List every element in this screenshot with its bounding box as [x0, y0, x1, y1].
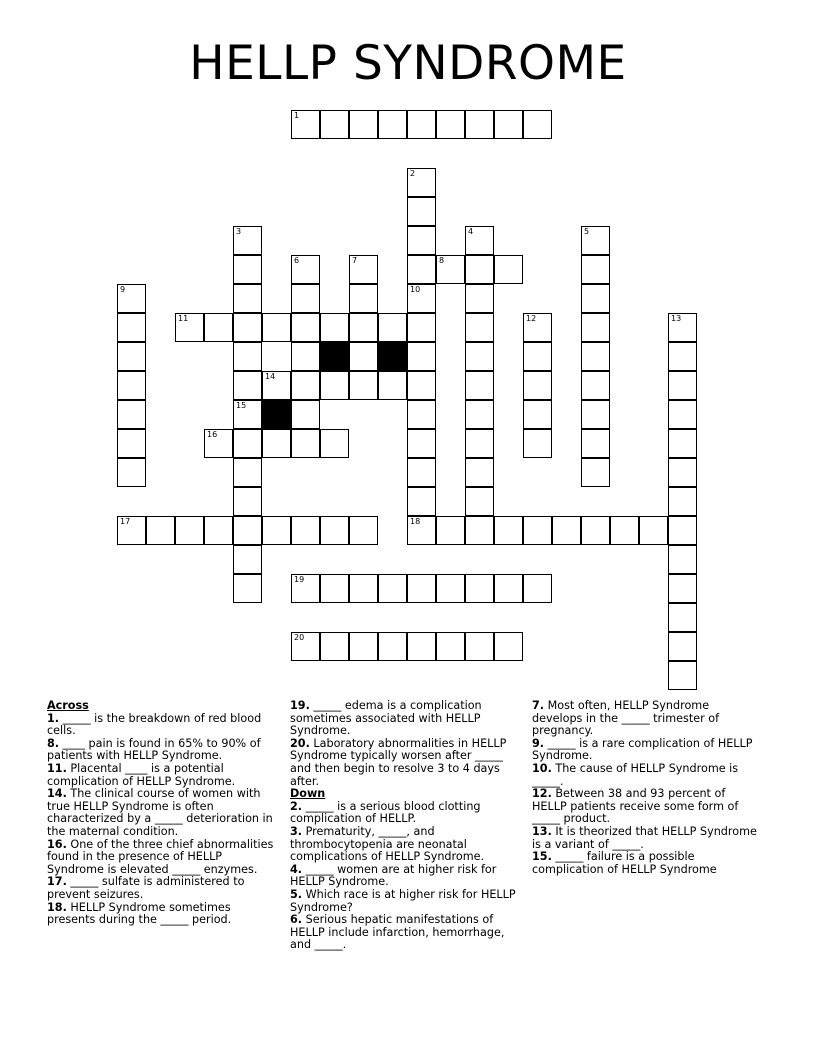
grid-cell[interactable]	[291, 284, 320, 313]
clue-text: _____ is a rare complication of HELLP Syndrome.	[532, 736, 753, 763]
grid-cell[interactable]	[465, 632, 494, 661]
grid-cell[interactable]	[262, 313, 291, 342]
grid-cell[interactable]	[407, 458, 436, 487]
grid-cell[interactable]	[668, 545, 697, 574]
clue-number: 14.	[47, 787, 67, 801]
grid-cell[interactable]	[581, 226, 610, 255]
grid-block-cell	[320, 342, 349, 371]
clue-number: 7.	[532, 699, 545, 712]
grid-cell[interactable]	[523, 574, 552, 603]
grid-block-cell	[262, 400, 291, 429]
down-heading: Down	[290, 787, 326, 801]
grid-cell[interactable]	[668, 313, 697, 342]
grid-cell[interactable]	[291, 255, 320, 284]
clue-text: Prematurity, _____, and thrombocytopenia are neonatal complications of HELLP Syndrome.	[290, 824, 485, 864]
grid-cell[interactable]	[436, 255, 465, 284]
clue-item	[290, 801, 520, 826]
grid-block-cell	[378, 342, 407, 371]
cell-number: 5	[584, 227, 590, 236]
grid-cell[interactable]	[262, 516, 291, 545]
clue-text: ____ pain is found in 65% to 90% of patients with HELLP Syndrome.	[47, 736, 261, 763]
grid-cell[interactable]	[262, 371, 291, 400]
grid-cell[interactable]	[436, 110, 465, 139]
page-title: HELLP SYNDROME	[189, 36, 627, 91]
cell-number: 15	[236, 401, 247, 410]
grid-cell[interactable]	[465, 226, 494, 255]
grid-cell[interactable]	[117, 516, 146, 545]
grid-cell[interactable]	[407, 400, 436, 429]
across-clue-list-continued	[290, 700, 520, 788]
grid-cell[interactable]	[320, 429, 349, 458]
clue-number: 10.	[532, 761, 552, 775]
grid-cell[interactable]	[465, 487, 494, 516]
grid-cell[interactable]	[407, 342, 436, 371]
down-clue-list-continued	[532, 700, 760, 876]
clues-column-2	[290, 700, 520, 952]
grid-cell[interactable]	[465, 313, 494, 342]
grid-cell[interactable]	[291, 110, 320, 139]
grid-cell[interactable]	[291, 342, 320, 371]
grid-cell[interactable]	[349, 342, 378, 371]
grid-cell[interactable]	[349, 516, 378, 545]
cell-number: 14	[265, 372, 276, 381]
cell-number: 19	[294, 575, 305, 584]
grid-cell[interactable]	[668, 516, 697, 545]
clue-item	[290, 826, 520, 864]
grid-cell[interactable]	[407, 429, 436, 458]
grid-cell[interactable]	[233, 313, 262, 342]
clue-item	[290, 914, 520, 952]
grid-cell[interactable]	[552, 516, 581, 545]
grid-cell[interactable]	[436, 516, 465, 545]
cell-number: 13	[671, 314, 682, 323]
clue-text: Placental ____ is a potential complication of HELLP Syndrome.	[47, 761, 236, 788]
clue-number: 4.	[290, 862, 303, 876]
clue-number: 19.	[290, 699, 310, 712]
clue-item	[532, 788, 760, 826]
clue-text: HELLP Syndrome sometimes presents during the _____ period.	[47, 900, 232, 927]
clue-item	[47, 763, 275, 788]
grid-cell[interactable]	[494, 574, 523, 603]
grid-cell[interactable]	[436, 632, 465, 661]
grid-cell[interactable]	[436, 574, 465, 603]
grid-cell[interactable]	[407, 168, 436, 197]
grid-cell[interactable]	[291, 574, 320, 603]
grid-cell[interactable]	[465, 429, 494, 458]
grid-cell[interactable]	[320, 632, 349, 661]
clue-item	[47, 713, 275, 738]
grid-cell[interactable]	[407, 487, 436, 516]
grid-cell[interactable]	[523, 429, 552, 458]
clue-text: Which race is at higher risk for HELLP Syndrome?	[290, 887, 516, 914]
grid-cell[interactable]	[349, 574, 378, 603]
grid-cell[interactable]	[668, 342, 697, 371]
clue-number: 8.	[47, 736, 60, 750]
clue-number: 11.	[47, 761, 67, 775]
clue-text: _____ edema is a complication sometimes associated with HELLP Syndrome.	[290, 699, 482, 738]
grid-cell[interactable]	[407, 197, 436, 226]
grid-cell[interactable]	[581, 458, 610, 487]
cell-number: 8	[439, 256, 445, 265]
grid-cell[interactable]	[668, 429, 697, 458]
cell-number: 20	[294, 633, 305, 642]
grid-cell[interactable]	[581, 516, 610, 545]
clue-item	[532, 763, 760, 788]
grid-cell[interactable]	[610, 516, 639, 545]
grid-cell[interactable]	[581, 371, 610, 400]
clue-text: Serious hepatic manifestations of HELLP include infarction, hemorrhage, and _____.	[290, 913, 505, 952]
cell-number: 2	[410, 169, 416, 178]
grid-cell[interactable]	[320, 371, 349, 400]
grid-cell[interactable]	[291, 400, 320, 429]
grid-cell[interactable]	[494, 110, 523, 139]
grid-cell[interactable]	[291, 371, 320, 400]
grid-cell[interactable]	[233, 342, 262, 371]
grid-cell[interactable]	[233, 574, 262, 603]
grid-cell[interactable]	[407, 632, 436, 661]
grid-cell[interactable]	[668, 603, 697, 632]
clue-number: 17.	[47, 875, 67, 889]
cell-number: 3	[236, 227, 242, 236]
cell-number: 17	[120, 517, 131, 526]
grid-cell[interactable]	[146, 516, 175, 545]
grid-cell[interactable]	[407, 284, 436, 313]
grid-cell[interactable]	[291, 313, 320, 342]
across-clue-list	[47, 713, 275, 927]
clue-text: One of the three chief abnormalities found in the presence of HELLP Syndrome is elevated _____ enzymes.	[47, 837, 274, 876]
clue-number: 15.	[532, 850, 552, 864]
grid-cell[interactable]	[523, 110, 552, 139]
clue-item	[532, 851, 760, 876]
clue-item	[532, 738, 760, 763]
clue-item	[290, 700, 520, 738]
cell-number: 18	[410, 517, 421, 526]
grid-cell[interactable]	[581, 255, 610, 284]
grid-cell[interactable]	[349, 255, 378, 284]
clue-item	[290, 738, 520, 788]
grid-cell[interactable]	[378, 574, 407, 603]
clue-text: The cause of HELLP Syndrome is _____.	[532, 761, 739, 788]
clues-column-1	[47, 700, 275, 927]
grid-cell[interactable]	[233, 371, 262, 400]
grid-cell[interactable]	[291, 516, 320, 545]
grid-cell[interactable]	[233, 226, 262, 255]
grid-cell[interactable]	[117, 371, 146, 400]
grid-cell[interactable]	[465, 400, 494, 429]
clue-text: The clinical course of women with true HELLP Syndrome is often characterized by a _____ deterioration in the maternal condition.	[47, 787, 273, 838]
clue-text: _____ is a serious blood clotting complication of HELLP.	[290, 799, 481, 826]
grid-cell[interactable]	[117, 458, 146, 487]
grid-cell[interactable]	[233, 516, 262, 545]
grid-cell[interactable]	[407, 255, 436, 284]
grid-cell[interactable]	[349, 284, 378, 313]
cell-number: 7	[352, 256, 358, 265]
grid-cell[interactable]	[407, 110, 436, 139]
grid-cell[interactable]	[233, 400, 262, 429]
clue-number: 1.	[47, 711, 60, 725]
grid-cell[interactable]	[233, 284, 262, 313]
grid-cell[interactable]	[117, 400, 146, 429]
grid-cell[interactable]	[668, 661, 697, 690]
clue-item	[47, 788, 275, 838]
across-heading: Across	[47, 699, 89, 712]
grid-cell[interactable]	[465, 110, 494, 139]
grid-cell[interactable]	[349, 632, 378, 661]
clue-number: 20.	[290, 736, 310, 750]
grid-cell[interactable]	[378, 371, 407, 400]
clue-text: It is theorized that HELLP Syndrome is a variant of _____.	[532, 824, 757, 851]
clue-number: 18.	[47, 900, 67, 914]
grid-cell[interactable]	[668, 632, 697, 661]
grid-cell[interactable]	[117, 342, 146, 371]
grid-cell[interactable]	[494, 632, 523, 661]
cell-number: 1	[294, 111, 300, 120]
grid-cell[interactable]	[407, 313, 436, 342]
grid-cell[interactable]	[407, 371, 436, 400]
grid-cell[interactable]	[378, 313, 407, 342]
grid-cell[interactable]	[465, 342, 494, 371]
grid-cell[interactable]	[175, 313, 204, 342]
clues-column-3	[532, 700, 760, 876]
grid-cell[interactable]	[117, 313, 146, 342]
grid-cell[interactable]	[465, 574, 494, 603]
grid-cell[interactable]	[668, 371, 697, 400]
grid-cell[interactable]	[668, 458, 697, 487]
grid-cell[interactable]	[523, 371, 552, 400]
clue-item	[47, 738, 275, 763]
clue-number: 5.	[290, 887, 303, 901]
clue-number: 3.	[290, 824, 303, 838]
grid-cell[interactable]	[175, 516, 204, 545]
clue-item	[47, 902, 275, 927]
down-clue-list	[290, 801, 520, 952]
grid-cell[interactable]	[668, 487, 697, 516]
cell-number: 4	[468, 227, 474, 236]
cell-number: 10	[410, 285, 421, 294]
grid-cell[interactable]	[465, 284, 494, 313]
clue-text: Laboratory abnormalities in HELLP Syndrome typically worsen after _____ and then begin to resolve 3 to 4 days after.	[290, 736, 507, 788]
clue-number: 13.	[532, 824, 552, 838]
grid-cell[interactable]	[320, 110, 349, 139]
grid-cell[interactable]	[291, 429, 320, 458]
grid-cell[interactable]	[204, 429, 233, 458]
grid-cell[interactable]	[349, 313, 378, 342]
clue-item	[47, 839, 275, 877]
grid-cell[interactable]	[581, 342, 610, 371]
grid-cell[interactable]	[523, 400, 552, 429]
grid-cell[interactable]	[349, 371, 378, 400]
grid-cell[interactable]	[581, 284, 610, 313]
grid-cell[interactable]	[233, 255, 262, 284]
grid-cell[interactable]	[320, 574, 349, 603]
grid-cell[interactable]	[581, 400, 610, 429]
grid-cell[interactable]	[523, 313, 552, 342]
clue-number: 16.	[47, 837, 67, 851]
cell-number: 12	[526, 314, 537, 323]
grid-cell[interactable]	[465, 458, 494, 487]
clue-text: _____ sulfate is administered to prevent seizures.	[47, 875, 245, 901]
cell-number: 11	[178, 314, 189, 323]
clue-number: 9.	[532, 736, 545, 750]
cell-number: 6	[294, 256, 300, 265]
grid-cell[interactable]	[639, 516, 668, 545]
clue-text: Most often, HELLP Syndrome develops in the _____ trimester of pregnancy.	[532, 699, 720, 738]
clue-item	[290, 864, 520, 889]
grid-cell[interactable]	[262, 429, 291, 458]
clue-item	[532, 826, 760, 851]
cell-number: 9	[120, 285, 126, 294]
grid-cell[interactable]	[291, 632, 320, 661]
grid-cell[interactable]	[233, 487, 262, 516]
clue-text: _____ is the breakdown of red blood cells.	[47, 711, 262, 738]
grid-cell[interactable]	[233, 458, 262, 487]
grid-cell[interactable]	[494, 255, 523, 284]
grid-cell[interactable]	[668, 574, 697, 603]
clue-number: 12.	[532, 787, 552, 801]
grid-cell[interactable]	[581, 429, 610, 458]
grid-cell[interactable]	[320, 313, 349, 342]
clue-number: 6.	[290, 913, 303, 927]
grid-cell[interactable]	[378, 110, 407, 139]
grid-cell[interactable]	[523, 342, 552, 371]
clue-text: _____ failure is a possible complication of HELLP Syndrome	[532, 850, 717, 876]
grid-cell[interactable]	[378, 632, 407, 661]
grid-cell[interactable]	[407, 516, 436, 545]
cell-number: 16	[207, 430, 218, 439]
grid-cell[interactable]	[494, 516, 523, 545]
grid-cell[interactable]	[581, 313, 610, 342]
grid-cell[interactable]	[465, 255, 494, 284]
grid-cell[interactable]	[117, 284, 146, 313]
grid-cell[interactable]	[668, 400, 697, 429]
grid-cell[interactable]	[523, 516, 552, 545]
clue-text: Between 38 and 93 percent of HELLP patients receive some form of _____ product.	[532, 787, 739, 826]
clue-text: _____ women are at higher risk for HELLP Syndrome.	[290, 862, 497, 889]
grid-cell[interactable]	[407, 574, 436, 603]
grid-cell[interactable]	[117, 429, 146, 458]
clue-item	[532, 700, 760, 738]
grid-cell[interactable]	[349, 110, 378, 139]
grid-cell[interactable]	[465, 371, 494, 400]
grid-cell[interactable]	[320, 516, 349, 545]
clue-item	[47, 876, 275, 901]
grid-cell[interactable]	[233, 545, 262, 574]
grid-cell[interactable]	[233, 429, 262, 458]
grid-cell[interactable]	[407, 226, 436, 255]
grid-cell[interactable]	[204, 313, 233, 342]
clue-item	[290, 889, 520, 914]
clue-number: 2.	[290, 799, 303, 813]
grid-cell[interactable]	[465, 516, 494, 545]
grid-cell[interactable]	[204, 516, 233, 545]
